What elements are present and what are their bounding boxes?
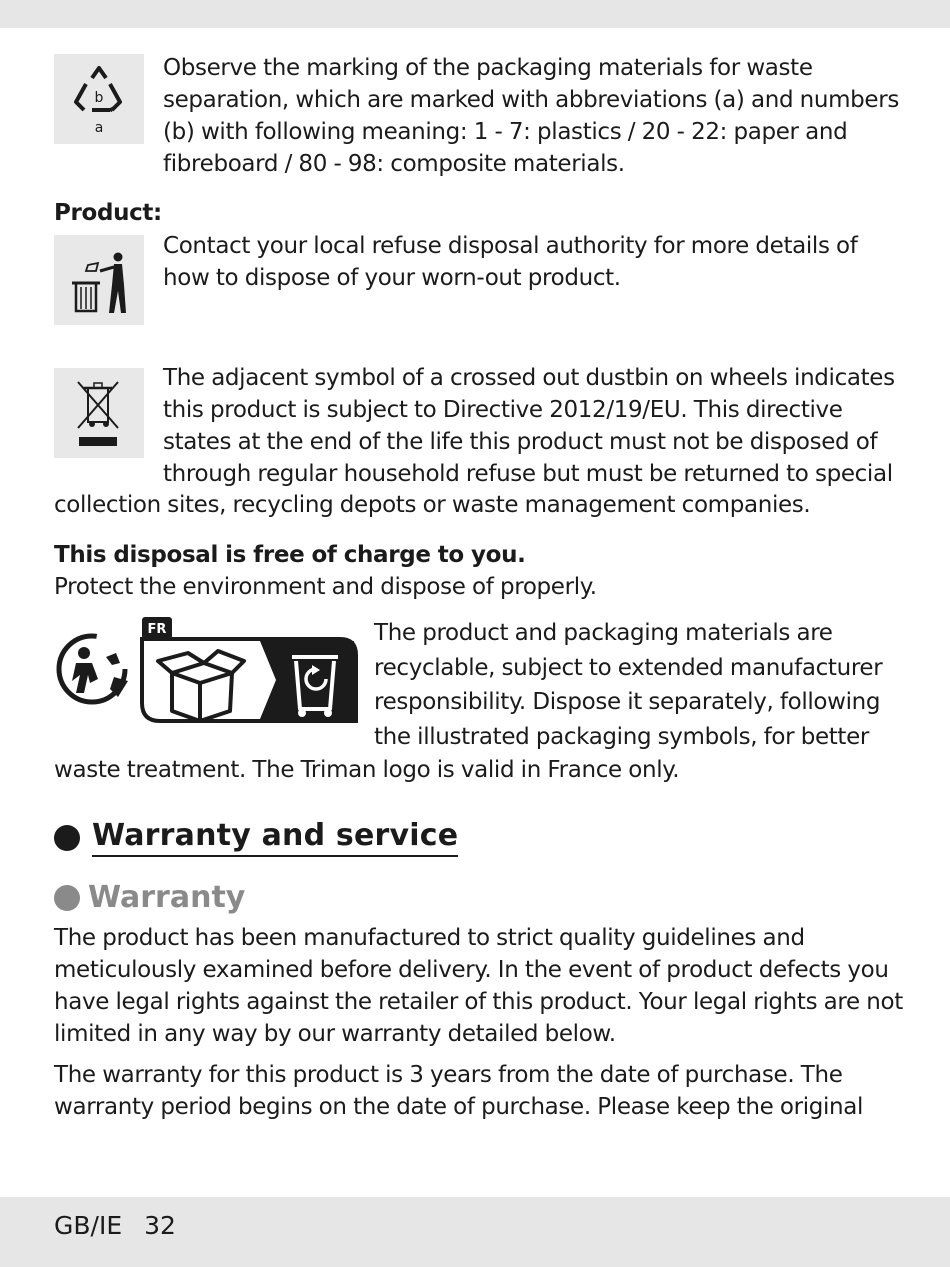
- product-heading: Product:: [54, 200, 162, 226]
- page-number: 32: [144, 1211, 176, 1240]
- warranty-heading: [54, 880, 245, 915]
- warranty-paragraph-1: The product has been manufactured to strict quality guidelines and meticulously examined before delivery. In the event of product defects you have legal rights against the retailer of this product. Your legal rights are not limited in any way by our warranty detailed below.: [54, 925, 903, 1047]
- warranty-title: Warranty: [88, 880, 246, 915]
- triman-text-top: The product and packaging materials are recyclable, subject to extended manufacturer responsibility. Dispose it separately, following the illustrated packaging symbols, for better: [374, 620, 883, 750]
- packaging-box-icon: [158, 651, 244, 721]
- bullet-icon: [54, 885, 80, 911]
- tidyman-icon: [54, 235, 144, 325]
- svg-text:b: b: [94, 90, 104, 106]
- weee-text-top: The adjacent symbol of a crossed out dustbin on wheels indicates this product is subject to Directive 2012/19/EU. This directive states at the end of the life this product must not be disposed of through regular household refuse but must be returned to special: [163, 365, 895, 487]
- svg-text:FR: FR: [147, 622, 167, 637]
- svg-text:a: a: [94, 120, 104, 136]
- weee-text-bottom: collection sites, recycling depots or waste management companies.: [54, 492, 811, 518]
- product-disposal-text: Contact your local refuse disposal authority for more details of how to dispose of your worn-out product.: [163, 233, 858, 291]
- free-of-charge-heading: This disposal is free of charge to you.: [54, 542, 526, 568]
- warranty-service-title: Warranty and service: [92, 818, 458, 857]
- footer: [54, 1211, 198, 1240]
- recycling-code-icon: [54, 54, 144, 144]
- recycling-code-text: Observe the marking of the packaging materials for waste separation, which are marked with abbreviations (a) and numbers (b) with following meaning: 1 - 7: plastics / 20 - 22: paper and fibreboard / 80 - 98: composite materials.: [163, 55, 899, 177]
- crossed-out-bin-icon: [54, 368, 144, 458]
- warranty-paragraph-2: The warranty for this product is 3 years from the date of purchase. The warranty period begins on the date of purchase. Please keep the original: [54, 1062, 864, 1120]
- triman-figure-icon: [59, 636, 128, 702]
- top-bar: [0, 0, 950, 28]
- warranty-service-heading: [54, 818, 458, 857]
- footer-region: GB/IE: [54, 1211, 123, 1240]
- bullet-icon: [54, 825, 80, 851]
- protect-environment-text: Protect the environment and dispose of properly.: [54, 574, 597, 600]
- triman-logo: [54, 617, 359, 729]
- triman-text-bottom: waste treatment. The Triman logo is valid in France only.: [54, 757, 680, 783]
